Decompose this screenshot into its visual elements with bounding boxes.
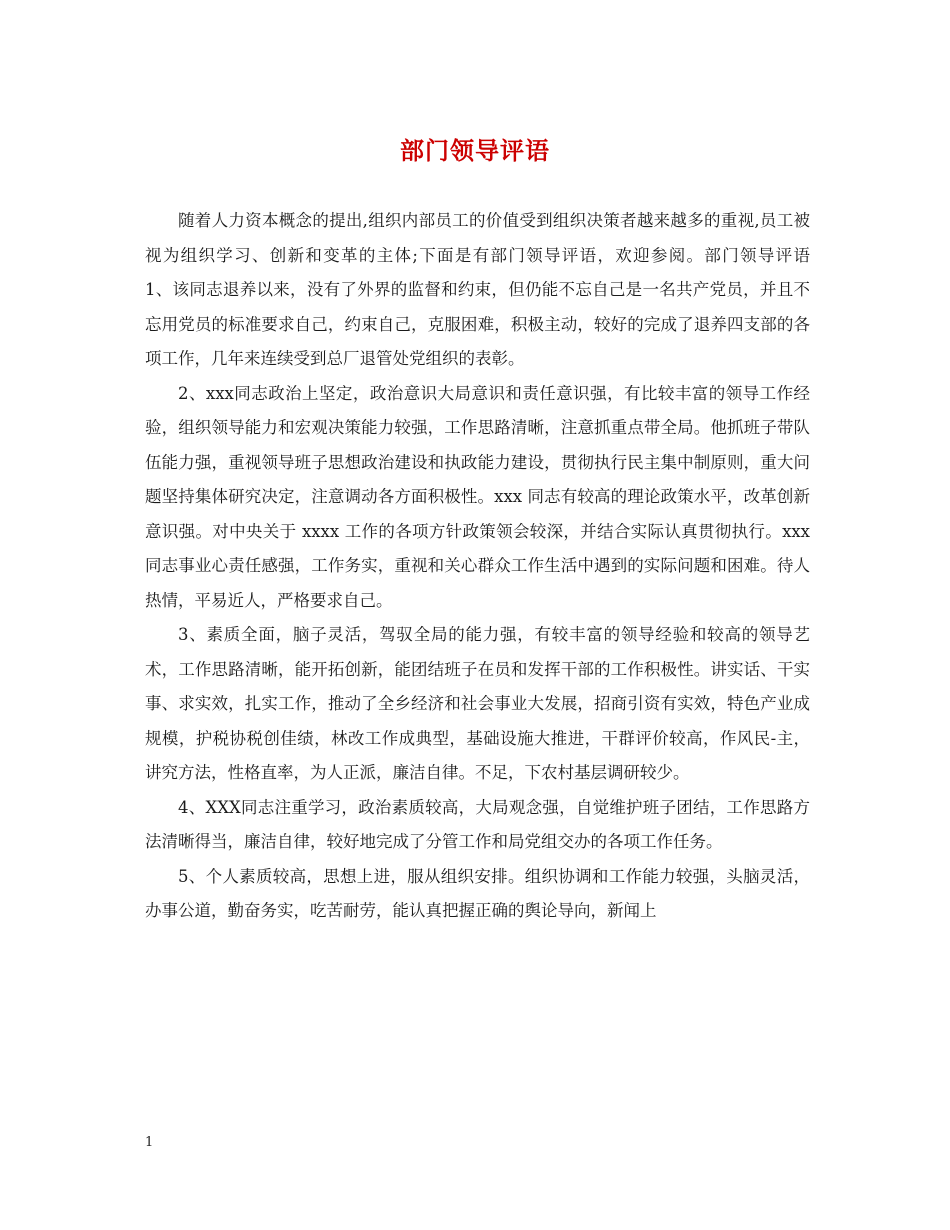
paragraph-3: 3、素质全面，脑子灵活，驾驭全局的能力强，有较丰富的领导经验和较高的领导艺术，工作思路清晰，能开拓创新，能团结班子在员和发挥干部的工作积极性。讲实话、干实事、求实效，扎实工作，推动了全乡经济和社会事业大发展，招商引资有实效，特色产业成规模，护税协税创佳绩，林改工作成典型，基础设施大推进，干群评价较高，作风民-主，讲究方法，性格直率，为人正派，廉洁自律。不足，下农村基层调研较少。 [145,625,810,782]
paragraph-2: 2、xxx同志政治上坚定，政治意识大局意识和责任意识强，有比较丰富的领导工作经验，组织领导能力和宏观决策能力较强，工作思路清晰，注意抓重点带全局。他抓班子带队伍能力强，重视领导班子思想政治建设和执政能力建设，贯彻执行民主集中制原则，重大问题坚持集体研究决定，注意调动各方面积极性。xxx 同志有较高的理论政策水平，改革创新意识强。对中央关于 xxxx 工作的各项方针政策领会较深，并结合实际认真贯彻执行。xxx同志事业心责任感强，工作务实，重视和关心群众工作生活中遇到的实际问题和困难。待人热情，平易近人，严格要求自己。 [145,383,810,610]
page-number: 1 [145,1135,154,1150]
paragraph-4: 4、XXX同志注重学习，政治素质较高，大局观念强，自觉维护班子团结，工作思路方法清晰得当，廉洁自律，较好地完成了分管工作和局党组交办的各项工作任务。 [145,797,810,851]
document-title: 部门领导评语 [400,136,550,165]
paragraph-5: 5、个人素质较高，思想上进，服从组织安排。组织协调和工作能力较强，头脑灵活，办事公道，勤奋务实，吃苦耐劳，能认真把握正确的舆论导向，新闻上 [145,866,810,920]
paragraph-intro: 随着人力资本概念的提出,组织内部员工的价值受到组织决策者越来越多的重视,员工被视为组织学习、创新和变革的主体;下面是有部门领导评语，欢迎参阅。部门领导评语 1、该同志退养以来，没有了外界的监督和约束，但仍能不忘自己是一名共产党员，并且不忘用党员的标准要求自己，约束自己，克服困难，积极主动，较好的完成了退养四支部的各项工作，几年来连续受到总厂退管处党组织的表彰。 [145,211,843,368]
document-body [145,204,843,929]
